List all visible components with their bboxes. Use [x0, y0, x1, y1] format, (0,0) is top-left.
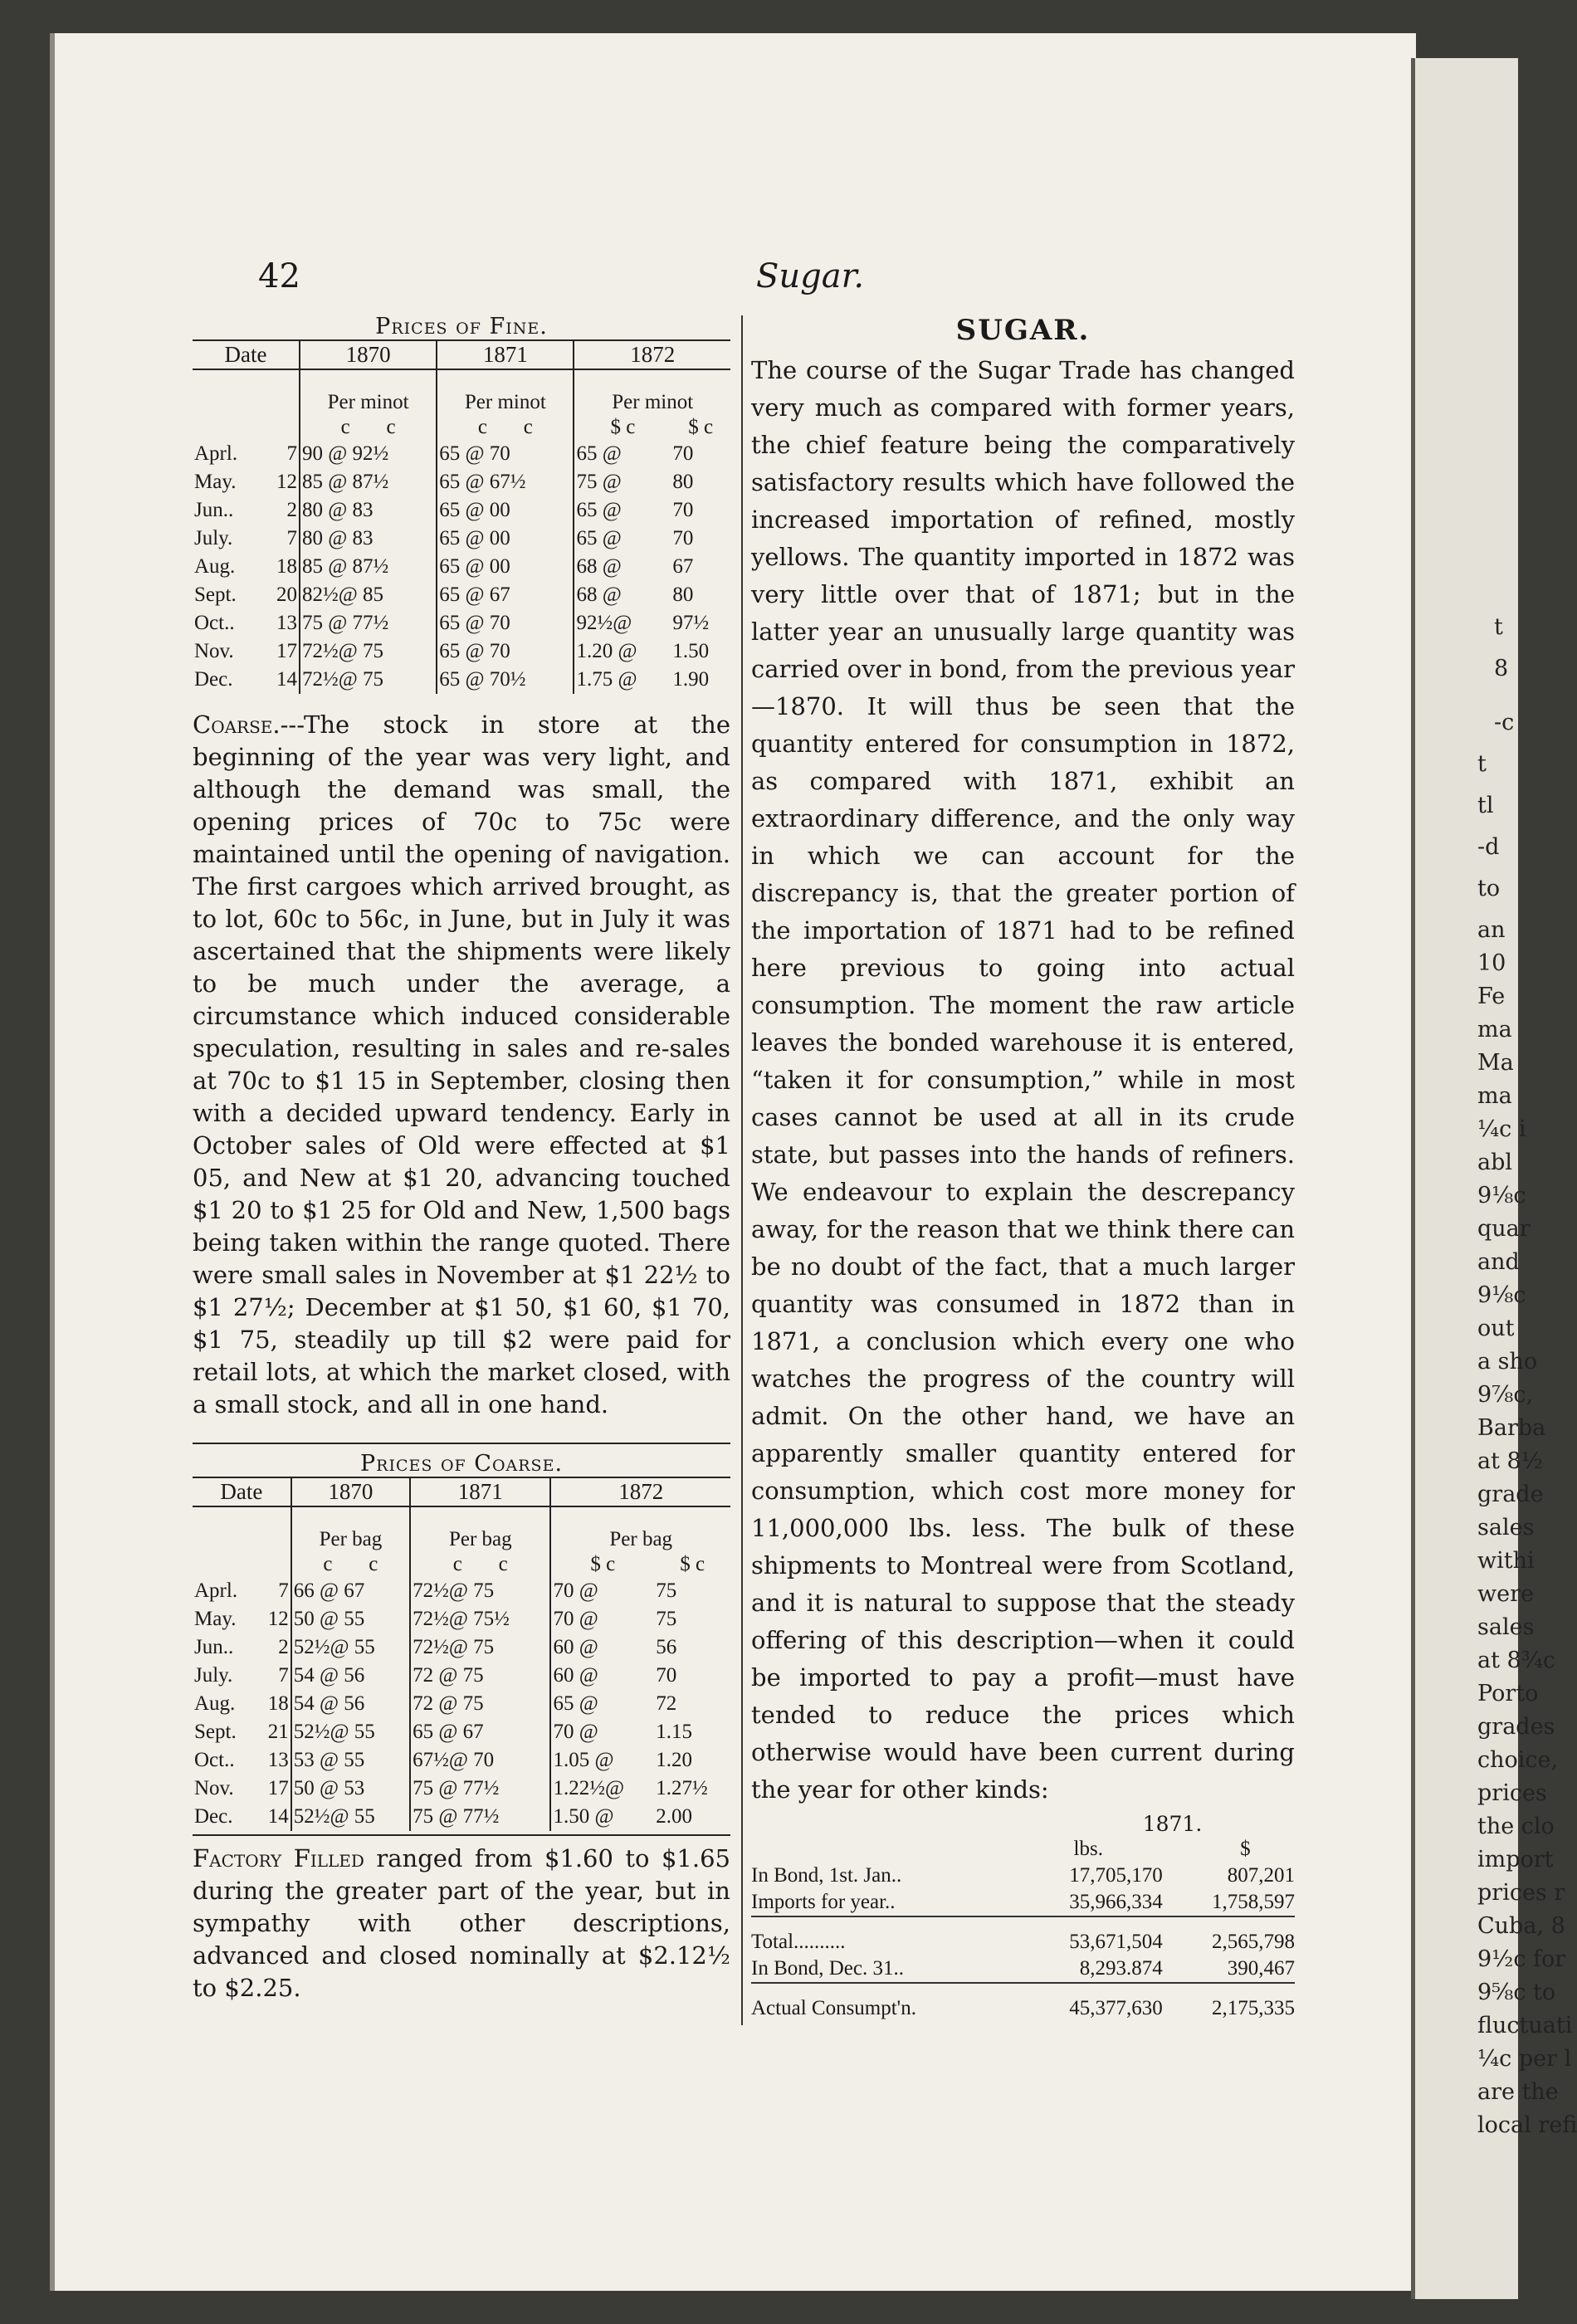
day-cell: 7	[262, 525, 300, 553]
price-1872-high: 56	[656, 1636, 677, 1658]
right-page-fragment: choice,	[1477, 1747, 1559, 1773]
price-1872-low: 70 @	[550, 1577, 654, 1605]
right-page-fragment: 9⅛c	[1477, 1282, 1526, 1308]
right-page-fragment: to	[1477, 876, 1501, 901]
price-1872-low: 65 @	[574, 440, 671, 468]
table-row	[193, 1803, 730, 1831]
price-1870: 82½@ 85	[301, 583, 384, 606]
price-1872-low: 1.22½@	[550, 1775, 654, 1803]
price-1872-high: 97½	[672, 612, 710, 634]
coarse-table-title: Prices of Coarse.	[359, 1451, 564, 1477]
price-1872-high: 80	[672, 471, 694, 493]
price-1872-high: 1.27½	[656, 1777, 708, 1799]
month-cell: Jun..	[194, 499, 234, 521]
lbs-value: 45,377,630	[1069, 1997, 1163, 2019]
coarse-lead: Coarse.	[193, 710, 281, 739]
sugar-paragraph: The course of the Sugar Trade has changed very much as compared with former years, the chief feature being the comparatively satisfactory results which have followed the increased importation of refined, mostly yellows. The quantity imported in 1872 was very little over that of 1871; but in the latter year an unusually large quantity was carried over in bond, from the previous year—1870. It will thus be seen that the quantity entered for consumption in 1872, as compared with 1871, exhibit an extraordinary difference, and the only way in which we can account for the discrepancy is, that the greater portion of the importation of 1871 had to be refined here previous to going into actual consumption. The moment the raw article leaves the bonded warehouse it is entered, “taken it for consumption,” while in most cases cannot be used at all in its crude state, but passes into the hands of refiners. We endeavour to explain the descrepancy away, for the reason that we think there can be no doubt of the fact, that a much larger quantity was consumed in 1872 than in 1871, a conclusion which every one who watches the progress of the country will admit. On the other hand, we have an apparently smaller quantity entered for consumption, which cost more money for 11,000,000 lbs. less. The bulk of these shipments to Montreal were from Scotland, and it is natural to suppose that the steady offering of this description—when it could be imported to pay a profit—must have tended to reduce the prices which otherwise would have been current during the year for other kinds:	[751, 356, 1295, 1804]
day-cell: 2	[256, 1633, 290, 1662]
price-1871: 72½@ 75	[410, 1577, 550, 1605]
price-1870: 54 @ 56	[293, 1692, 365, 1715]
price-1872-high: 1.15	[656, 1721, 693, 1743]
price-1872-low: 65 @	[574, 496, 671, 525]
month-cell: Sept.	[194, 583, 237, 606]
table-row	[193, 666, 730, 694]
month-cell: May.	[194, 471, 237, 493]
price-1870: 75 @ 77½	[301, 612, 389, 634]
row-label: Total..........	[751, 1931, 846, 1953]
price-1872-high: 72	[656, 1692, 677, 1715]
currency-sub: c c	[410, 1552, 550, 1577]
right-page-fragment: Ma	[1477, 1050, 1514, 1076]
year-header: 1872	[550, 1477, 730, 1506]
unit-label: Per minot	[574, 390, 730, 415]
price-1872-low: 65 @	[574, 525, 671, 553]
price-1872-high: 1.20	[656, 1749, 693, 1771]
price-1872-low: 68 @	[574, 553, 671, 581]
right-page-fragment: sales	[1477, 1515, 1535, 1540]
price-1871: 72½@ 75	[410, 1633, 550, 1662]
factory-lead: Factory Filled	[193, 1844, 364, 1872]
year-header: 1870	[300, 340, 437, 369]
table-row	[193, 1662, 730, 1690]
month-cell: Aug.	[194, 1692, 236, 1715]
right-page-fragment: tl	[1477, 793, 1494, 818]
fine-price-table	[193, 339, 730, 694]
price-1870: 53 @ 55	[293, 1749, 365, 1771]
month-cell: May.	[194, 1608, 237, 1630]
table-row	[193, 468, 730, 496]
date-header: Date	[193, 340, 300, 369]
price-1871: 75 @ 77½	[410, 1775, 550, 1803]
price-1870: 52½@ 55	[293, 1636, 375, 1658]
price-1870: 85 @ 87½	[301, 471, 389, 493]
price-1872-high: 1.50	[672, 640, 710, 662]
dollar-value: 1,758,597	[1212, 1891, 1295, 1913]
right-page-fragment: Porto	[1477, 1681, 1539, 1706]
price-1872-high: 67	[672, 555, 694, 578]
right-page-fragment: t	[1494, 614, 1503, 640]
table-row	[193, 1690, 730, 1718]
coarse-price-table	[193, 1477, 730, 1831]
table-row	[193, 609, 730, 637]
right-page-fragment: prices r	[1477, 1880, 1565, 1906]
table-row	[193, 637, 730, 666]
right-page-fragment: a sho	[1477, 1349, 1538, 1374]
table-row	[751, 1955, 1295, 1983]
month-cell: Nov.	[194, 640, 234, 662]
day-cell: 12	[262, 468, 300, 496]
price-1871: 65 @ 70½	[437, 666, 574, 694]
factory-paragraph	[193, 1843, 730, 2004]
price-1870: 50 @ 55	[293, 1608, 365, 1630]
table-row	[751, 1863, 1295, 1889]
lbs-value: 17,705,170	[1069, 1864, 1163, 1887]
right-page-fragment: out	[1477, 1316, 1515, 1341]
table-row	[193, 525, 730, 553]
lbs-value: 35,966,334	[1069, 1891, 1163, 1913]
currency-sub: $ c	[688, 416, 714, 438]
price-1871: 72 @ 75	[410, 1690, 550, 1718]
day-cell: 18	[256, 1690, 290, 1718]
running-head: Sugar.	[756, 257, 865, 295]
dollar-header: $	[1240, 1838, 1251, 1860]
unit-label: Per minot	[327, 391, 409, 413]
price-1871: 72 @ 75	[410, 1662, 550, 1690]
price-1871: 65 @ 67	[410, 1718, 550, 1746]
right-page-fragment: Fe	[1477, 984, 1506, 1009]
month-cell: Aprl.	[194, 1579, 238, 1602]
right-page-fragment: withi	[1477, 1548, 1535, 1574]
right-page-fragment: 10	[1477, 950, 1506, 976]
row-label: In Bond, Dec. 31..	[751, 1957, 904, 1980]
day-cell: 13	[262, 609, 300, 637]
right-page-fragment: 9½c for	[1477, 1946, 1566, 1972]
price-1871: 72½@ 75½	[410, 1605, 550, 1633]
month-cell: Dec.	[194, 1805, 233, 1828]
price-1871: 67½@ 70	[410, 1746, 550, 1775]
table-row	[751, 1889, 1295, 1916]
price-1872-low: 68 @	[574, 581, 671, 609]
month-cell: Sept.	[194, 1721, 237, 1743]
coarse-text: ---The stock in store at the beginning of the year was very light, and although the demand was small, the opening prices of 70c to 75c were maintained until the opening of navigation. The first cargoes which arrived brought, as to lot, 60c to 56c, in June, but in July it was ascertained that the shipments were likely to be much under the average, a circumstance which induced considerable speculation, resulting in sales and re-sales at 70c to $1 15 in September, closing then with a decided upward tendency. Early in October sales of Old were effected at $1 05, and New at $1 20, advancing touched $1 20 to $1 25 for Old and New, 1,500 bags being taken within the range quoted. There were small sales in November at $1 22½ to $1 27½; December at $1 50, $1 60, $1 70, $1 75, steadily up till $2 were paid for retail lots, at which the market closed, with a small stock, and all in one hand.	[193, 710, 730, 1418]
dollar-value: 807,201	[1227, 1864, 1295, 1887]
table-row	[193, 1718, 730, 1746]
month-cell: July.	[194, 527, 233, 549]
month-cell: Oct..	[194, 1749, 235, 1771]
price-1871: 65 @ 70	[437, 637, 574, 666]
price-1871: 65 @ 70	[437, 609, 574, 637]
price-1872-high: 70	[672, 499, 694, 521]
price-1872-low: 70 @	[550, 1605, 654, 1633]
year-header: 1871	[410, 1477, 550, 1506]
price-1871: 65 @ 67½	[437, 468, 574, 496]
table-row	[193, 581, 730, 609]
day-cell: 17	[256, 1775, 290, 1803]
row-label: Imports for year..	[751, 1891, 896, 1913]
right-page-fragment: Barba	[1477, 1415, 1546, 1441]
month-cell: July.	[194, 1664, 233, 1687]
day-cell: 21	[256, 1718, 290, 1746]
day-cell: 13	[256, 1746, 290, 1775]
lbs-value: 53,671,504	[1069, 1931, 1163, 1953]
table-row	[193, 1633, 730, 1662]
right-page-fragment: fluctuati	[1477, 2013, 1573, 2038]
fine-table-title: Prices of Fine.	[375, 314, 548, 339]
right-page-fragment: t	[1477, 751, 1487, 777]
day-cell: 12	[256, 1605, 290, 1633]
currency-sub: $ c	[680, 1553, 706, 1575]
table-row	[193, 496, 730, 525]
table-row	[193, 1577, 730, 1605]
table-row	[193, 1775, 730, 1803]
price-1872-low: 60 @	[550, 1662, 654, 1690]
price-1872-high: 70	[672, 527, 694, 549]
price-1870: 52½@ 55	[293, 1721, 375, 1743]
unit-label: Per bag	[550, 1527, 730, 1552]
day-cell: 2	[262, 496, 300, 525]
price-1872-low: 1.20 @	[574, 637, 671, 666]
day-cell: 20	[262, 581, 300, 609]
month-cell: Aug.	[194, 555, 236, 578]
day-cell: 18	[262, 553, 300, 581]
table-row	[193, 440, 730, 468]
year-header: 1871	[437, 340, 574, 369]
right-page-fragment: prices	[1477, 1780, 1547, 1806]
page-number: 42	[258, 257, 300, 295]
price-1870: 90 @ 92½	[301, 442, 389, 465]
stat-year: 1871.	[1142, 1812, 1203, 1836]
price-1870: 54 @ 56	[293, 1664, 365, 1687]
price-1871: 65 @ 00	[437, 496, 574, 525]
price-1872-high: 75	[656, 1579, 677, 1602]
date-header: Date	[193, 1477, 291, 1506]
unit-label: Per minot	[437, 390, 574, 415]
price-1872-high: 2.00	[656, 1805, 693, 1828]
lbs-header: lbs.	[1073, 1838, 1103, 1860]
left-column	[193, 314, 730, 2004]
right-page-fragment: 9⅛c	[1477, 1183, 1526, 1208]
price-1870: 50 @ 53	[293, 1777, 365, 1799]
factory-text: ranged from $1.60 to $1.65 during the greater part of the year, but in sympathy with other descriptions, advanced and closed nominally at $2.12½ to $2.25.	[193, 1844, 730, 2002]
dollar-value: 390,467	[1227, 1957, 1295, 1980]
right-page-fragment: ma	[1477, 1017, 1512, 1042]
right-page-fragment: -c	[1494, 710, 1515, 735]
right-page-fragment: grades	[1477, 1714, 1555, 1740]
price-1872-high: 70	[672, 442, 694, 465]
price-1870: 72½@ 75	[301, 640, 384, 662]
day-cell: 7	[256, 1662, 290, 1690]
price-1870: 85 @ 87½	[301, 555, 389, 578]
currency-sub: c c	[437, 415, 574, 440]
table-row	[193, 1605, 730, 1633]
price-1872-low: 92½@	[574, 609, 671, 637]
price-1870: 80 @ 83	[301, 499, 374, 521]
price-1871: 65 @ 00	[437, 553, 574, 581]
price-1872-high: 75	[656, 1608, 677, 1630]
price-1871: 65 @ 67	[437, 581, 574, 609]
right-page-fragment: 8	[1494, 656, 1509, 681]
year-header: 1870	[291, 1477, 410, 1506]
currency-sub: c c	[323, 1553, 378, 1575]
year-header: 1872	[574, 340, 730, 369]
price-1872-low: 1.75 @	[574, 666, 671, 694]
day-cell: 14	[262, 666, 300, 694]
price-1872-low: 1.50 @	[550, 1803, 654, 1831]
day-cell: 7	[256, 1577, 290, 1605]
day-cell: 17	[262, 637, 300, 666]
month-cell: Nov.	[194, 1777, 234, 1799]
right-page-fragment: ¼c i	[1477, 1116, 1526, 1142]
right-column	[751, 314, 1295, 2022]
price-1870: 72½@ 75	[301, 668, 384, 691]
right-page-fragment: are the	[1477, 2079, 1559, 2105]
price-1870: 80 @ 83	[301, 527, 374, 549]
right-page-fragment: 9⅝c to	[1477, 1980, 1556, 2005]
row-label: In Bond, 1st. Jan..	[751, 1864, 902, 1887]
table-row	[751, 1929, 1295, 1955]
price-1871: 65 @ 70	[437, 440, 574, 468]
day-cell: 14	[256, 1803, 290, 1831]
price-1870: 66 @ 67	[293, 1579, 365, 1602]
unit-label: Per bag	[410, 1527, 550, 1552]
right-page-fragment: ma	[1477, 1083, 1512, 1109]
price-1872-low: 70 @	[550, 1718, 654, 1746]
right-page-fragment: at 8½	[1477, 1448, 1543, 1474]
price-1872-low: 75 @	[574, 468, 671, 496]
price-1870: 52½@ 55	[293, 1805, 375, 1828]
table-row	[193, 1746, 730, 1775]
right-page-fragment: -d	[1477, 834, 1500, 860]
right-page-fragment: import	[1477, 1847, 1554, 1872]
right-page-fragment: quar	[1477, 1216, 1531, 1242]
price-1871: 65 @ 00	[437, 525, 574, 553]
price-1872-high: 80	[672, 583, 694, 606]
table-row	[751, 1995, 1295, 2022]
right-page-fragment: 9⅞c,	[1477, 1382, 1534, 1408]
right-page-fragment: and	[1477, 1249, 1520, 1275]
dollar-value: 2,565,798	[1212, 1931, 1295, 1953]
month-cell: Jun..	[194, 1636, 234, 1658]
currency-sub: $ c	[550, 1552, 654, 1577]
price-1872-high: 1.90	[672, 668, 710, 691]
right-page-fragment: an	[1477, 917, 1506, 943]
day-cell: 7	[262, 440, 300, 468]
price-1872-low: 1.05 @	[550, 1746, 654, 1775]
currency-sub: c c	[340, 416, 396, 438]
right-page-fragment: ¼c per l	[1477, 2046, 1572, 2072]
right-page-fragment: were	[1477, 1581, 1534, 1607]
month-cell: Aprl.	[194, 442, 238, 465]
month-cell: Dec.	[194, 668, 233, 691]
coarse-paragraph	[193, 709, 730, 1421]
table-row	[193, 553, 730, 581]
column-divider	[741, 315, 743, 2025]
dollar-value: 2,175,335	[1212, 1997, 1295, 2019]
unit-label: Per bag	[319, 1528, 383, 1550]
price-1872-low: 60 @	[550, 1633, 654, 1662]
right-page-fragment: grade	[1477, 1482, 1544, 1507]
right-page-fragment: the clo	[1477, 1814, 1555, 1839]
price-1871: 75 @ 77½	[410, 1803, 550, 1831]
right-page-fragment: sales	[1477, 1614, 1535, 1640]
sugar-title: SUGAR.	[955, 314, 1091, 347]
currency-sub: $ c	[574, 415, 671, 440]
right-page-fragment: Cuba, 8	[1477, 1913, 1565, 1939]
price-1872-low: 65 @	[550, 1690, 654, 1718]
right-page-fragment: at 8¾c	[1477, 1648, 1555, 1673]
price-1872-high: 70	[656, 1664, 677, 1687]
right-page-fragment: local refi	[1477, 2112, 1577, 2138]
row-label: Actual Consumpt'n.	[751, 1997, 916, 2019]
month-cell: Oct..	[194, 612, 235, 634]
right-page-fragment: abl	[1477, 1150, 1513, 1175]
lbs-value: 8,293.874	[1079, 1957, 1163, 1980]
consumption-table	[751, 1836, 1295, 2022]
